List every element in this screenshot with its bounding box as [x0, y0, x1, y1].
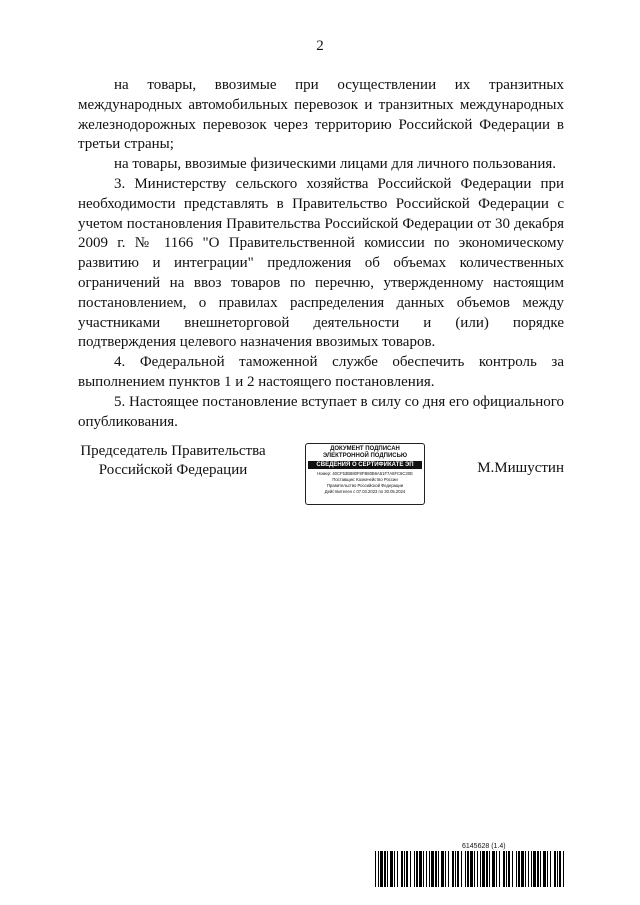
- paragraph: на товары, ввозимые при осуществлении их транзитных международных автомобильных перевозок и транзитных международных железнодорожных перевозок через территорию Российской Федерации в третьи страны;: [78, 77, 564, 153]
- document-code: 6145628 (1.4): [462, 843, 506, 850]
- signatory-title-line: Российской Федерации: [98, 462, 248, 478]
- paragraph: 4. Федеральной таможенной службе обеспечить контроль за выполнением пунктов 1 и 2 настоящего постановления.: [78, 354, 564, 390]
- electronic-signature-stamp: [305, 443, 425, 505]
- stamp-header: ЭЛЕКТРОННОЙ ПОДПИСЬЮ: [322, 453, 408, 459]
- signatory-title-line: Председатель Правительства: [80, 443, 266, 459]
- stamp-cert-title: СВЕДЕНИЯ О СЕРТИФИКАТЕ ЭП: [308, 461, 422, 469]
- paragraph: 3. Министерству сельского хозяйства Российской Федерации при необходимости представлять в Правительство Российской Федерации с учетом постановления Правительства Российской Федерации от 30 декабря 2009 г. № 1166 "О Правительственной комиссии по экономическому развитию и интеграции" предложения об объемах количественных ограничений на ввоз товаров по перечню, утвержденному настоящим постановлением, о правилах распределения данных объемов между участниками внешнеторговой деятельности и (или) порядке подтверждения целевого назначения ввозимых товаров.: [78, 175, 564, 351]
- document-body: [78, 76, 564, 432]
- stamp-issuer: Поставщик: Казначейство России: [332, 477, 398, 482]
- barcode: [375, 851, 565, 887]
- stamp-validity: Действителен с 07.03.2023 по 30.05.2024: [324, 489, 406, 494]
- stamp-owner: Правительство Российской Федерации: [326, 483, 404, 488]
- paragraph: 5. Настоящее постановление вступает в силу со дня его официального опубликования.: [78, 393, 564, 430]
- signer-name: М.Мишустин: [477, 460, 564, 476]
- stamp-serial: Номер: 40CF53B880F8FB80B6A51F7A6FC6C30E: [317, 471, 413, 476]
- signatory-title: [78, 442, 268, 480]
- page-number: 2: [316, 38, 324, 54]
- stamp-header: ДОКУМЕНТ ПОДПИСАН: [330, 446, 400, 452]
- paragraph: на товары, ввозимые физическими лицами для личного пользования.: [114, 156, 557, 173]
